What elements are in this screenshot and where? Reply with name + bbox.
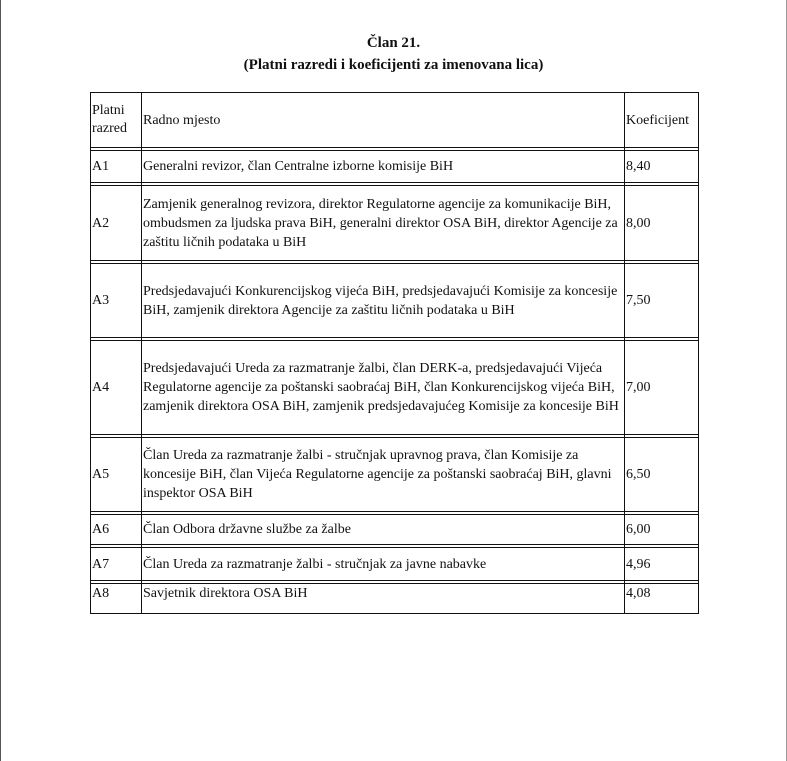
- coefficient-cell: 8,40: [625, 151, 699, 183]
- grade-cell: A2: [91, 186, 142, 261]
- table-row: [91, 186, 699, 261]
- page-edge-left: [0, 0, 1, 761]
- coefficient-cell: 7,00: [625, 341, 699, 435]
- table-row: [91, 341, 699, 435]
- grade-cell: A7: [91, 548, 142, 581]
- coefficient-cell: 6,00: [625, 515, 699, 545]
- table-row: [91, 584, 699, 614]
- salary-grades-table: [90, 92, 699, 614]
- article-subtitle: (Platni razredi i koeficijenti za imenovana lica): [243, 57, 544, 73]
- position-cell: Predsjedavajući Konkurencijskog vijeća BiH, predsjedavajući Komisije za koncesije BiH, zamjenik direktora Agencije za zaštitu ličnih podataka u BiH: [142, 264, 625, 338]
- grade-cell: A5: [91, 438, 142, 512]
- position-cell: Član Ureda za razmatranje žalbi - stručnjak upravnog prava, član Komisije za koncesije BiH, član Vijeća Regulatorne agencije za poštanski saobraćaj BiH, glavni inspektor OSA BiH: [142, 438, 625, 512]
- coefficient-cell: 4,08: [625, 584, 699, 614]
- position-cell: Član Odbora državne službe za žalbe: [142, 515, 625, 545]
- position-cell: Predsjedavajući Ureda za razmatranje žalbi, član DERK-a, predsjedavajući Vijeća Regulatorne agencije za poštanski saobraćaj BiH, član Konkurencijskog vijeća BiH, zamjenik direktora OSA BiH, zamjenik predsjedavajućeg Komisije za koncesije BiH: [142, 341, 625, 435]
- coefficient-cell: 7,50: [625, 264, 699, 338]
- grade-cell: A6: [91, 515, 142, 545]
- coefficient-cell: 8,00: [625, 186, 699, 261]
- coefficient-cell: 4,96: [625, 548, 699, 581]
- position-cell: Savjetnik direktora OSA BiH: [142, 584, 625, 614]
- grade-cell: A8: [91, 584, 142, 614]
- table-row: [91, 264, 699, 338]
- header-grade: Platni razred: [91, 93, 142, 148]
- position-cell: Generalni revizor, član Centralne izborne komisije BiH: [142, 151, 625, 183]
- header-position: Radno mjesto: [142, 93, 625, 148]
- article-title: Član 21.: [366, 35, 421, 51]
- grade-cell: A4: [91, 341, 142, 435]
- table-row: [91, 151, 699, 183]
- table-body: [91, 93, 699, 614]
- coefficient-cell: 6,50: [625, 438, 699, 512]
- header-coefficient: Koeficijent: [625, 93, 699, 148]
- grade-cell: A3: [91, 264, 142, 338]
- grade-cell: A1: [91, 151, 142, 183]
- position-cell: Zamjenik generalnog revizora, direktor Regulatorne agencije za komunikacije BiH, ombudsmen za ljudska prava BiH, generalni direktor OSA BiH, direktor Agencije za zaštitu ličnih podataka u BiH: [142, 186, 625, 261]
- table-header-row: [91, 93, 699, 148]
- table-row: [91, 548, 699, 581]
- position-cell: Član Ureda za razmatranje žalbi - stručnjak za javne nabavke: [142, 548, 625, 581]
- table-row: [91, 438, 699, 512]
- table-row: [91, 515, 699, 545]
